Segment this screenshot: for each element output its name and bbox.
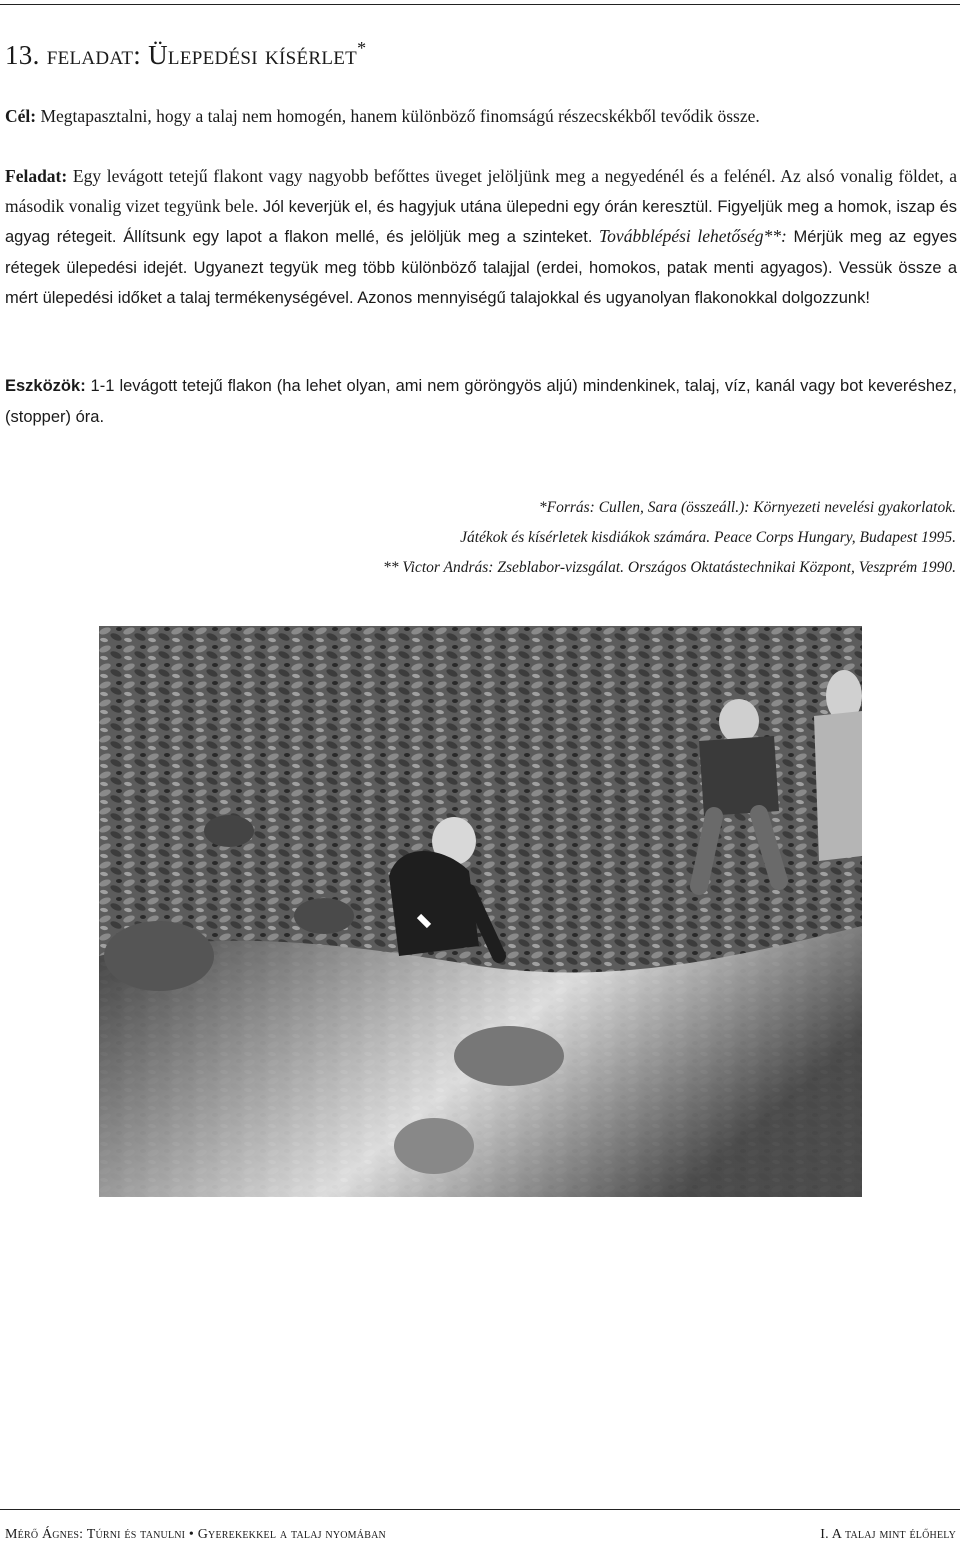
footer-rule	[0, 1509, 960, 1510]
top-rule	[0, 4, 960, 5]
tools-label: Eszközök:	[5, 377, 86, 395]
page-title	[5, 38, 366, 71]
task-label-bold: Feladat:	[5, 166, 68, 186]
footer-book-title	[5, 1527, 386, 1543]
task-label: feladat:	[46, 40, 142, 70]
footer-bullet: •	[188, 1527, 195, 1542]
footer-chapter: I. A talaj mint élőhely	[820, 1527, 956, 1542]
rock	[294, 898, 354, 934]
rock	[454, 1026, 564, 1086]
footer-subtitle: Gyerekekkel a talaj nyomában	[197, 1527, 386, 1542]
footer-author: Mérő Ágnes:	[5, 1527, 84, 1542]
task-paragraph	[5, 162, 957, 314]
task-text-2: Jól keverjük el, és hagyjuk utána ülepedni egy órán keresztül. Figyeljük meg a homok, iszap és agyag rétegeit. Állítsunk egy lapot a flakon mellé, és jelöljük meg a szinteket.	[5, 197, 958, 246]
references	[383, 493, 956, 583]
footnote-mark: *	[357, 38, 367, 58]
photo-illustration	[99, 626, 862, 1197]
rock	[104, 921, 214, 991]
reference-line-2: Játékok és kísérletek kisdiákok számára. Peace Corps Hungary, Budapest 1995.	[460, 529, 956, 546]
task-number: 13.	[5, 40, 40, 70]
goal-label: Cél:	[5, 106, 37, 126]
tools-paragraph	[5, 371, 957, 432]
stream-photo	[99, 626, 862, 1197]
tools-text: 1-1 levágott tetejű flakon (ha lehet olyan, ami nem göröngyös aljú) mindenkinek, talaj, víz, kanál vagy bot keveréshez, (stopper) óra.	[5, 377, 958, 426]
goal-text: Megtapasztalni, hogy a talaj nem homogén, hanem különböző finomságú részecskékből tevődik össze.	[40, 106, 760, 126]
footer-title: Túrni és tanulni	[86, 1527, 186, 1542]
further-label: Továbblépési lehetőség**:	[599, 226, 787, 246]
task-title: Ülepedési kísérlet	[148, 40, 358, 70]
reference-line-1: *Forrás: Cullen, Sara (összeáll.): Környezeti nevelési gyakorlatok.	[538, 499, 956, 516]
rock	[394, 1118, 474, 1174]
rock	[204, 815, 254, 847]
reference-line-3: ** Victor András: Zseblabor-vizsgálat. Országos Oktatástechnikai Központ, Veszprém 1990.	[382, 559, 956, 576]
goal-paragraph	[5, 102, 957, 132]
task-text-1: Egy levágott tetejű flakont vagy nagyobb befőttes üveget jelöljünk meg a negyedénél és a felénél. Az alsó vonalig földet, a második vonalig vizet tegyünk bele.	[5, 166, 958, 216]
task-text-3: Mérjük meg az egyes rétegek ülepedési idejét. Ugyanezt tegyük meg több különböző talajjal (erdei, homokos, patak menti agyagos). Vessük össze a mért ülepedési időket a talaj termékenységével. Azonos mennyiségű talajokkal és ugyanolyan flakonokkal dolgozzunk!	[5, 228, 958, 307]
